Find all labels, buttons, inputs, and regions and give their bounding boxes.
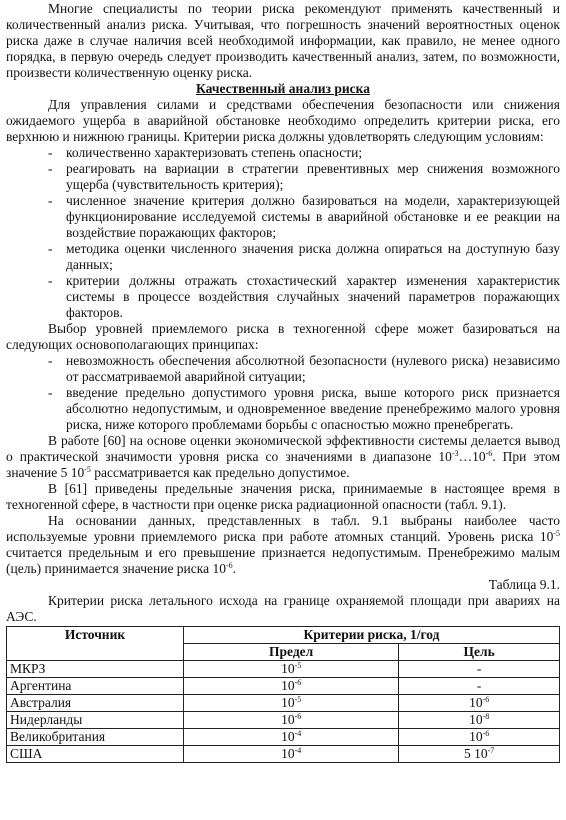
cell-limit: $10^{-6}$: [184, 678, 399, 695]
table-row: [7, 729, 560, 746]
cell-goal: $10^{-8}$: [399, 712, 560, 729]
list-item: [6, 353, 560, 385]
dash-marker: -: [48, 145, 53, 160]
cell-goal: $10^{-6}$: [399, 729, 560, 746]
dash-marker: -: [48, 353, 53, 368]
cell-goal: -: [399, 678, 560, 695]
cell-limit: $10^{-4}$: [184, 729, 399, 746]
table-row: [7, 712, 560, 729]
list-item-text: численное значение критерия должно базироваться на модели, характеризующей функционирование исследуемой системы в аварийной обстановке и ее реакции на воздействие поражающих факторов;: [66, 193, 560, 240]
paragraph-risk-levels: Выбор уровней приемлемого риска в техногенной сфере может базироваться на следующих основополагающих принципах:: [6, 321, 560, 352]
list-item: [6, 161, 560, 193]
column-header-limit: Предел: [184, 644, 399, 661]
dash-marker: -: [48, 385, 53, 400]
cell-source: Австралия: [7, 695, 184, 712]
section-heading: Качественный анализ риска: [196, 81, 370, 96]
column-header-criteria: Критерии риска, 1/год: [184, 627, 560, 644]
cell-goal: 5 $10^{-7}$: [399, 746, 560, 763]
paragraph-work-61: В [61] приведены предельные значения риска, принимаемые в настоящее время в техногенной сфере, в частности при оценке риска радиационной опасности (табл. 9.1).: [6, 481, 560, 512]
table-row: [7, 678, 560, 695]
table-row: [7, 746, 560, 763]
table-row: [7, 661, 560, 678]
list-item-text: критерии должны отражать стохастический характер изменения характеристик системы в процессе воздействия случайных значений параметров поражающих факторов.: [66, 273, 560, 320]
list-item-text: количественно характеризовать степень опасности;: [66, 145, 363, 160]
list-item: [6, 145, 560, 161]
cell-limit: $10^{-5}$: [184, 661, 399, 678]
risk-criteria-table: [6, 626, 560, 763]
cell-goal: -: [399, 661, 560, 678]
cell-source: Нидерланды: [7, 712, 184, 729]
column-header-source: Источник: [7, 627, 184, 661]
paragraph-work-60: В работе [60] на основе оценки экономической эффективности системы делается вывод о практической значимости уровня риска со значениями в диапазоне $10^{-3}\dots 10^{-6}$. При этом значение 5 $10^{-5}$ рассматривается как предельно допустимое.: [6, 433, 560, 480]
cell-source: США: [7, 746, 184, 763]
dash-marker: -: [48, 273, 53, 288]
list-item: [6, 385, 560, 433]
list-item-text: введение предельно допустимого уровня риска, выше которого риск признается абсолютно недопустимым, и одновременное введение пренебрежимо малого уровня риска, ниже которого проблемами борьбы с опасностью можно пренебрегать.: [66, 385, 560, 432]
cell-limit: $10^{-6}$: [184, 712, 399, 729]
paragraph-risk-criteria: Для управления силами и средствами обеспечения безопасности или снижения ожидаемого ущерба в аварийной обстановке необходимо определить критерии риска, его верхнюю и нижнюю границы. Критерии риска должны удовлетворять следующим условиям:: [6, 97, 560, 144]
table-caption: Критерии риска летального исхода на границе охраняемой площади при авариях на АЭС.: [6, 593, 560, 624]
table-row: [7, 695, 560, 712]
list-item: [6, 193, 560, 241]
dash-marker: -: [48, 193, 53, 208]
list-item: [6, 241, 560, 273]
principles-list: [6, 353, 560, 433]
column-header-goal: Цель: [399, 644, 560, 661]
list-item-text: реагировать на вариации в стратегии превентивных мер снижения возможного ущерба (чувствительность критерия);: [66, 161, 560, 192]
cell-limit: $10^{-4}$: [184, 746, 399, 763]
cell-goal: $10^{-6}$: [399, 695, 560, 712]
cell-source: МКРЗ: [7, 661, 184, 678]
list-item: [6, 273, 560, 321]
intro-paragraph: Многие специалисты по теории риска рекомендуют применять качественный и количественный анализ риска. Учитывая, что погрешность значений вероятностных оценок риска даже в случае наличия всей необходимой информации, как правило, не менее одного порядка, в первую очередь следует производить качественный анализ, затем, по возможности, произвести количественную оценку риска.: [6, 1, 560, 80]
table-number: Таблица 9.1.: [488, 577, 560, 592]
list-item-text: методика оценки численного значения риска должна опираться на доступную базу данных;: [66, 241, 560, 272]
dash-marker: -: [48, 161, 53, 176]
criteria-list: [6, 145, 560, 321]
list-item-text: невозможность обеспечения абсолютной безопасности (нулевого риска) независимо от рассматриваемой аварийной ситуации;: [66, 353, 560, 384]
cell-source: Великобритания: [7, 729, 184, 746]
cell-limit: $10^{-5}$: [184, 695, 399, 712]
paragraph-accepted-levels: На основании данных, представленных в табл. 9.1 выбраны наиболее часто используемые уровни приемлемого риска при работе атомных станций. Уровень риска $10^{-5}$ считается предельным и его превышение признается недопустимым. Пренебрежимо малым (цель) принимается значение риска $10^{-6}$.: [6, 513, 560, 576]
cell-source: Аргентина: [7, 678, 184, 695]
dash-marker: -: [48, 241, 53, 256]
